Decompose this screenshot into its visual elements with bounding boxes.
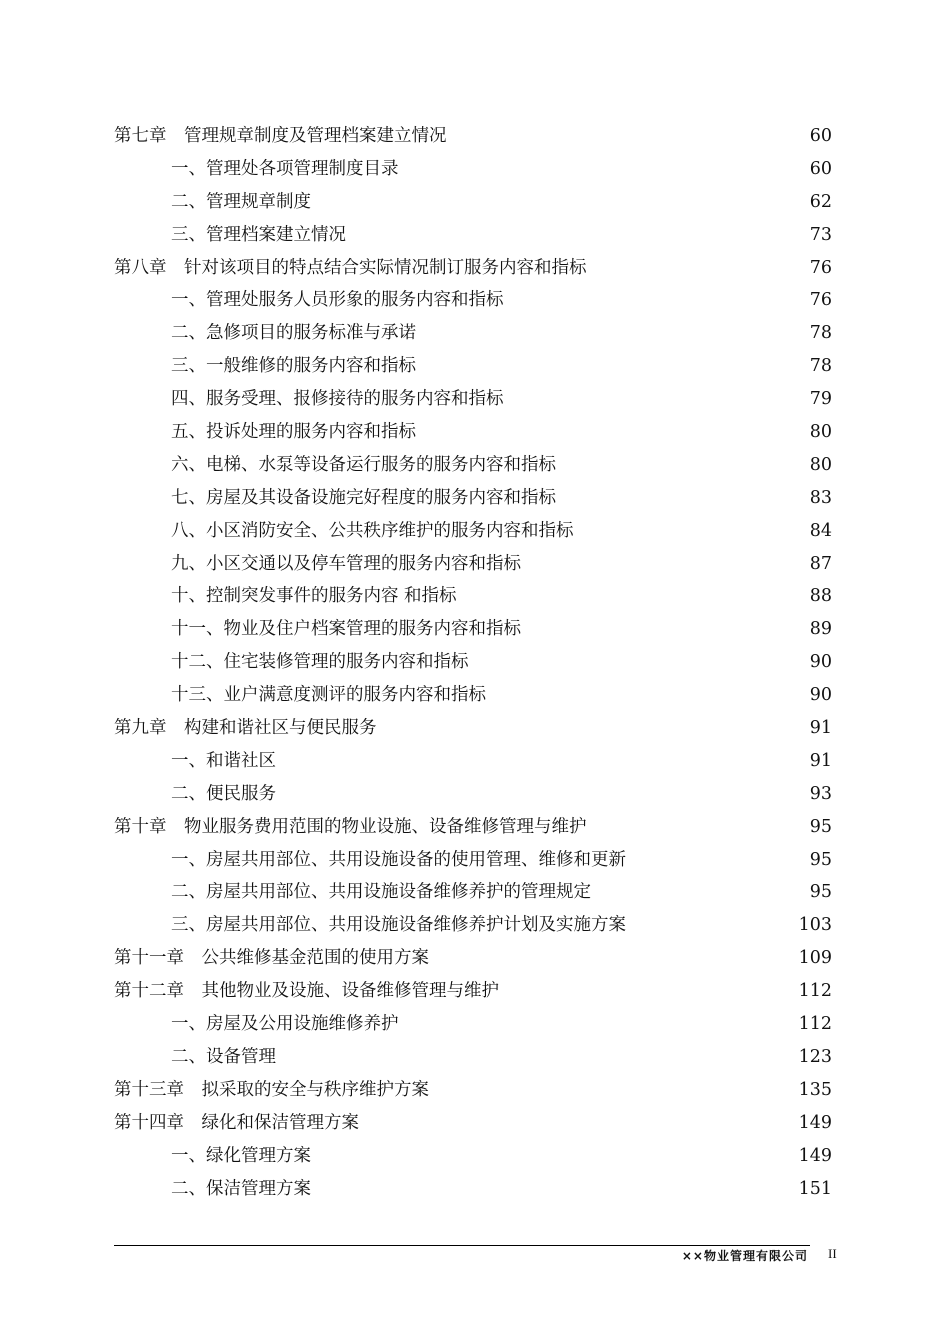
toc-entry-page-number: 90 xyxy=(809,685,832,706)
toc-entry-label: 第八章 针对该项目的特点结合实际情况制订服务内容和指标 xyxy=(114,257,587,278)
toc-entry-label: 第十二章 其他物业及设施、设备维修管理与维护 xyxy=(114,981,499,1002)
toc-entry-page-number: 95 xyxy=(809,849,832,870)
toc-section-entry[interactable] xyxy=(114,350,832,383)
toc-entry-label: 三、管理档案建立情况 xyxy=(171,224,346,245)
toc-entry-page-number: 109 xyxy=(798,948,832,969)
toc-section-entry[interactable] xyxy=(114,186,832,219)
toc-entry-label: 七、房屋及其设备设施完好程度的服务内容和指标 xyxy=(171,487,556,508)
toc-section-entry[interactable] xyxy=(114,153,832,186)
toc-section-entry[interactable] xyxy=(114,745,832,778)
table-of-contents xyxy=(114,120,832,1205)
toc-entry-page-number: 149 xyxy=(798,1145,832,1166)
toc-entry-page-number: 84 xyxy=(809,520,832,541)
toc-section-entry[interactable] xyxy=(114,548,832,581)
toc-entry-label: 八、小区消防安全、公共秩序维护的服务内容和指标 xyxy=(171,520,574,541)
toc-entry-page-number: 62 xyxy=(809,191,832,212)
toc-entry-page-number: 78 xyxy=(809,323,832,344)
toc-entry-page-number: 89 xyxy=(809,619,832,640)
toc-entry-page-number: 151 xyxy=(798,1178,832,1199)
toc-entry-page-number: 88 xyxy=(809,586,832,607)
toc-entry-label: 第十章 物业服务费用范围的物业设施、设备维修管理与维护 xyxy=(114,816,587,837)
footer-divider xyxy=(114,1245,810,1246)
toc-entry-page-number: 103 xyxy=(798,915,832,936)
toc-section-entry[interactable] xyxy=(114,613,832,646)
toc-entry-page-number: 76 xyxy=(809,290,832,311)
toc-section-entry[interactable] xyxy=(114,317,832,350)
toc-entry-label: 五、投诉处理的服务内容和指标 xyxy=(171,422,416,443)
toc-entry-page-number: 80 xyxy=(809,454,832,475)
toc-entry-label: 六、电梯、水泵等设备运行服务的服务内容和指标 xyxy=(171,454,556,475)
toc-entry-page-number: 73 xyxy=(809,224,832,245)
toc-chapter-entry[interactable] xyxy=(114,975,832,1008)
toc-entry-page-number: 60 xyxy=(809,126,832,146)
toc-section-entry[interactable] xyxy=(114,383,832,416)
toc-section-entry[interactable] xyxy=(114,416,832,449)
toc-entry-page-number: 91 xyxy=(809,750,832,771)
toc-entry-label: 十、控制突发事件的服务内容 和指标 xyxy=(171,586,457,607)
toc-section-entry[interactable] xyxy=(114,1140,832,1173)
toc-chapter-entry[interactable] xyxy=(114,942,832,975)
toc-entry-label: 九、小区交通以及停车管理的服务内容和指标 xyxy=(171,553,521,574)
toc-entry-label: 第十三章 拟采取的安全与秩序维护方案 xyxy=(114,1079,429,1100)
toc-section-entry[interactable] xyxy=(114,646,832,679)
toc-entry-label: 一、绿化管理方案 xyxy=(171,1145,311,1166)
toc-section-entry[interactable] xyxy=(114,449,832,482)
toc-chapter-entry[interactable] xyxy=(114,1074,832,1107)
toc-entry-label: 三、一般维修的服务内容和指标 xyxy=(171,356,416,377)
toc-entry-label: 二、管理规章制度 xyxy=(171,191,311,212)
toc-entry-label: 十二、住宅装修管理的服务内容和指标 xyxy=(171,652,469,673)
toc-section-entry[interactable] xyxy=(114,580,832,613)
toc-entry-label: 二、保洁管理方案 xyxy=(171,1178,311,1199)
toc-entry-page-number: 91 xyxy=(809,718,832,739)
toc-entry-page-number: 90 xyxy=(809,652,832,673)
toc-chapter-entry[interactable] xyxy=(114,120,832,153)
toc-entry-label: 二、设备管理 xyxy=(171,1046,276,1067)
toc-entry-page-number: 149 xyxy=(798,1112,832,1133)
toc-section-entry[interactable] xyxy=(114,482,832,515)
toc-entry-label: 一、管理处各项管理制度目录 xyxy=(171,158,399,179)
toc-section-entry[interactable] xyxy=(114,876,832,909)
toc-entry-label: 二、急修项目的服务标准与承诺 xyxy=(171,323,416,344)
toc-section-entry[interactable] xyxy=(114,1008,832,1041)
toc-section-entry[interactable] xyxy=(114,219,832,252)
toc-entry-label: 二、房屋共用部位、共用设施设备维修养护的管理规定 xyxy=(171,882,591,903)
toc-entry-label: 一、管理处服务人员形象的服务内容和指标 xyxy=(171,290,504,311)
toc-entry-label: 一、房屋共用部位、共用设施设备的使用管理、维修和更新 xyxy=(171,849,626,870)
toc-entry-page-number: 95 xyxy=(809,882,832,903)
toc-entry-label: 一、和谐社区 xyxy=(171,750,276,771)
toc-entry-page-number: 95 xyxy=(809,816,832,837)
toc-entry-label: 十一、物业及住户档案管理的服务内容和指标 xyxy=(171,619,521,640)
toc-entry-label: 三、房屋共用部位、共用设施设备维修养护计划及实施方案 xyxy=(171,915,626,936)
toc-section-entry[interactable] xyxy=(114,778,832,811)
toc-chapter-entry[interactable] xyxy=(114,712,832,745)
toc-entry-page-number: 76 xyxy=(809,257,832,278)
toc-section-entry[interactable] xyxy=(114,1041,832,1074)
toc-entry-label: 二、便民服务 xyxy=(171,783,276,804)
toc-entry-page-number: 123 xyxy=(798,1046,832,1067)
toc-entry-label: 十三、业户满意度测评的服务内容和指标 xyxy=(171,685,486,706)
toc-entry-page-number: 112 xyxy=(798,981,832,1002)
toc-section-entry[interactable] xyxy=(114,284,832,317)
toc-entry-label: 第七章 管理规章制度及管理档案建立情况 xyxy=(114,126,447,146)
toc-section-entry[interactable] xyxy=(114,844,832,877)
toc-entry-page-number: 78 xyxy=(809,356,832,377)
toc-entry-label: 一、房屋及公用设施维修养护 xyxy=(171,1014,399,1035)
toc-entry-page-number: 60 xyxy=(809,158,832,179)
toc-section-entry[interactable] xyxy=(114,515,832,548)
toc-entry-page-number: 80 xyxy=(809,422,832,443)
toc-chapter-entry[interactable] xyxy=(114,1107,832,1140)
toc-entry-label: 四、服务受理、报修接待的服务内容和指标 xyxy=(171,389,504,410)
toc-chapter-entry[interactable] xyxy=(114,252,832,285)
toc-entry-label: 第十四章 绿化和保洁管理方案 xyxy=(114,1112,359,1133)
toc-entry-page-number: 112 xyxy=(798,1014,832,1035)
toc-section-entry[interactable] xyxy=(114,679,832,712)
toc-entry-page-number: 83 xyxy=(809,487,832,508)
toc-entry-label: 第九章 构建和谐社区与便民服务 xyxy=(114,718,377,739)
toc-entry-page-number: 79 xyxy=(809,389,832,410)
toc-section-entry[interactable] xyxy=(114,909,832,942)
toc-entry-page-number: 93 xyxy=(809,783,832,804)
toc-chapter-entry[interactable] xyxy=(114,811,832,844)
footer-page-number: II xyxy=(828,1246,837,1261)
footer-company-name: ××物业管理有限公司 xyxy=(681,1249,808,1263)
toc-section-entry[interactable] xyxy=(114,1173,832,1206)
toc-entry-label: 第十一章 公共维修基金范围的使用方案 xyxy=(114,948,429,969)
toc-entry-page-number: 135 xyxy=(798,1079,832,1100)
toc-entry-page-number: 87 xyxy=(809,553,832,574)
